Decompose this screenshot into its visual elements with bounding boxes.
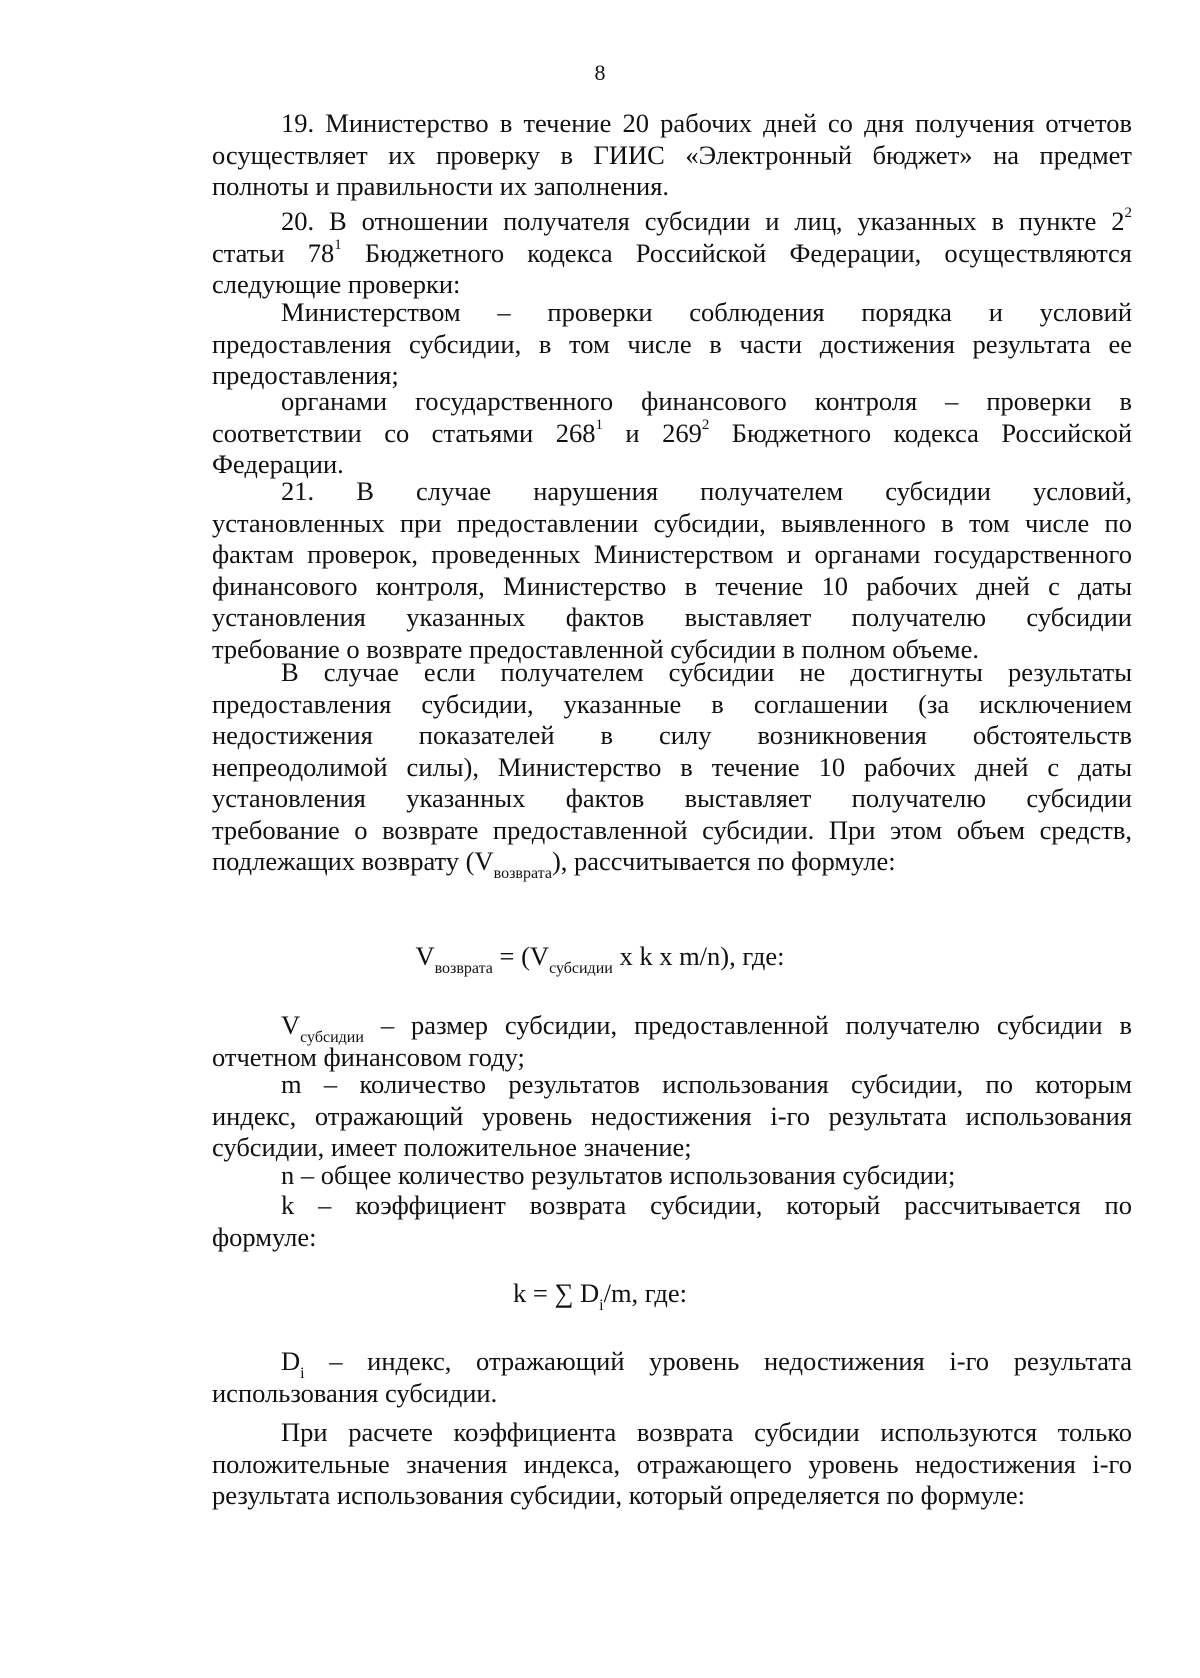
paragraph-20-control-checks — [212, 386, 1132, 481]
paragraph-21 — [212, 476, 1132, 665]
text-line: подлежащих возврату $(V_{возврата})$, рассчитывается по формуле: — [212, 846, 896, 883]
formula-coefficient-k: k = ∑ $D_i/m$, где: — [513, 1278, 687, 1315]
text-line: m – количество результатов использования субсидии, по которым — [281, 1069, 1132, 1099]
definition-n — [212, 1160, 1132, 1192]
text-line: формуле: — [212, 1221, 317, 1252]
text-line: фактам проверок, проведенных Министерством и органами государственного — [212, 539, 1132, 569]
text-line: соответствии со статьями $268^1$ и $269^2$ Бюджетного кодекса Российской — [212, 416, 1132, 448]
page-number: 8 — [594, 60, 606, 85]
text-line: использования субсидии. — [212, 1377, 498, 1408]
text-line: субсидии, имеет положительное значение; — [212, 1132, 692, 1162]
text-line: осуществляет их проверку в ГИИС «Электронный бюджет» на предмет — [212, 139, 1132, 170]
text-line: статьи $78^1$ Бюджетного кодекса Российской Федерации, осуществляются — [212, 236, 1132, 268]
paragraph-20-ministry-checks — [212, 297, 1132, 392]
text-line: отчетном финансовом году; — [212, 1041, 525, 1072]
text-line: индекс, отражающий уровень недостижения i-го результата использования — [212, 1100, 1132, 1131]
text-line: результата использования субсидии, который определяется по формуле: — [212, 1480, 1026, 1510]
text-line: При расчете коэффициента возврата субсидии используются только — [281, 1417, 1132, 1447]
text-line: следующие проверки: — [212, 269, 461, 299]
formula-refund-volume: $V_{возврата} = (V_{субсидии}$ x k x m/n), где: — [415, 941, 785, 978]
text-line: $D_i$ – индекс, отражающий уровень недостижения i-го результата — [281, 1346, 1132, 1383]
text-line: $V_{субсидии}$ – размер субсидии, предоставленной получателю субсидии в — [281, 1010, 1132, 1047]
text-line: непреодолимой силы), Министерство в течение 10 рабочих дней с даты — [212, 751, 1132, 782]
definition-d — [212, 1346, 1132, 1409]
text-line: Министерством – проверки соблюдения порядка и условий — [281, 297, 1132, 327]
text-line: финансового контроля, Министерство в течение 10 рабочих дней с даты — [212, 570, 1132, 601]
definition-v-subsidy — [212, 1010, 1132, 1073]
definition-k — [212, 1190, 1132, 1253]
text-line: установленных при предоставлении субсидии, выявленного в том числе по — [212, 507, 1132, 538]
text-line: В случае если получателем субсидии не достигнуты результаты — [281, 657, 1132, 687]
paragraph-20 — [212, 206, 1132, 301]
text-line: требование о возврате предоставленной субсидии. При этом объем средств, — [212, 814, 1132, 845]
paragraph-21-results — [212, 657, 1132, 883]
text-line: Федерации. — [212, 449, 344, 479]
text-line: предоставления субсидии, указанные в соглашении (за исключением — [212, 688, 1132, 719]
definition-m — [212, 1069, 1132, 1164]
paragraph-19 — [212, 108, 1132, 203]
text-line: недостижения показателей в силу возникновения обстоятельств — [212, 720, 1132, 750]
text-line: предоставления субсидии, в том числе в части достижения результата ее — [212, 328, 1132, 359]
text-line: 19. Министерство в течение 20 рабочих дней со дня получения отчетов — [281, 108, 1132, 138]
text-line: n – общее количество результатов использования субсидии; — [281, 1160, 956, 1190]
text-line: требование о возврате предоставленной субсидии в полном объеме. — [212, 633, 979, 664]
paragraph-coefficient-calc — [212, 1417, 1132, 1512]
text-line: органами государственного финансового контроля – проверки в — [281, 386, 1132, 416]
text-line: установления указанных фактов выставляет получателю субсидии — [212, 783, 1132, 813]
text-line: предоставления; — [212, 360, 399, 390]
text-line: положительные значения индекса, отражающего уровень недостижения i-го — [212, 1448, 1132, 1479]
text-line: 21. В случае нарушения получателем субсидии условий, — [281, 476, 1132, 506]
text-line: 20. В отношении получателя субсидии и лиц, указанных в пункте $2^2$ — [281, 205, 1132, 236]
text-line: установления указанных фактов выставляет получателю субсидии — [212, 602, 1132, 632]
text-line: k – коэффициент возврата субсидии, который рассчитывается по — [281, 1190, 1132, 1220]
text-line: полноты и правильности их заполнения. — [212, 171, 670, 201]
